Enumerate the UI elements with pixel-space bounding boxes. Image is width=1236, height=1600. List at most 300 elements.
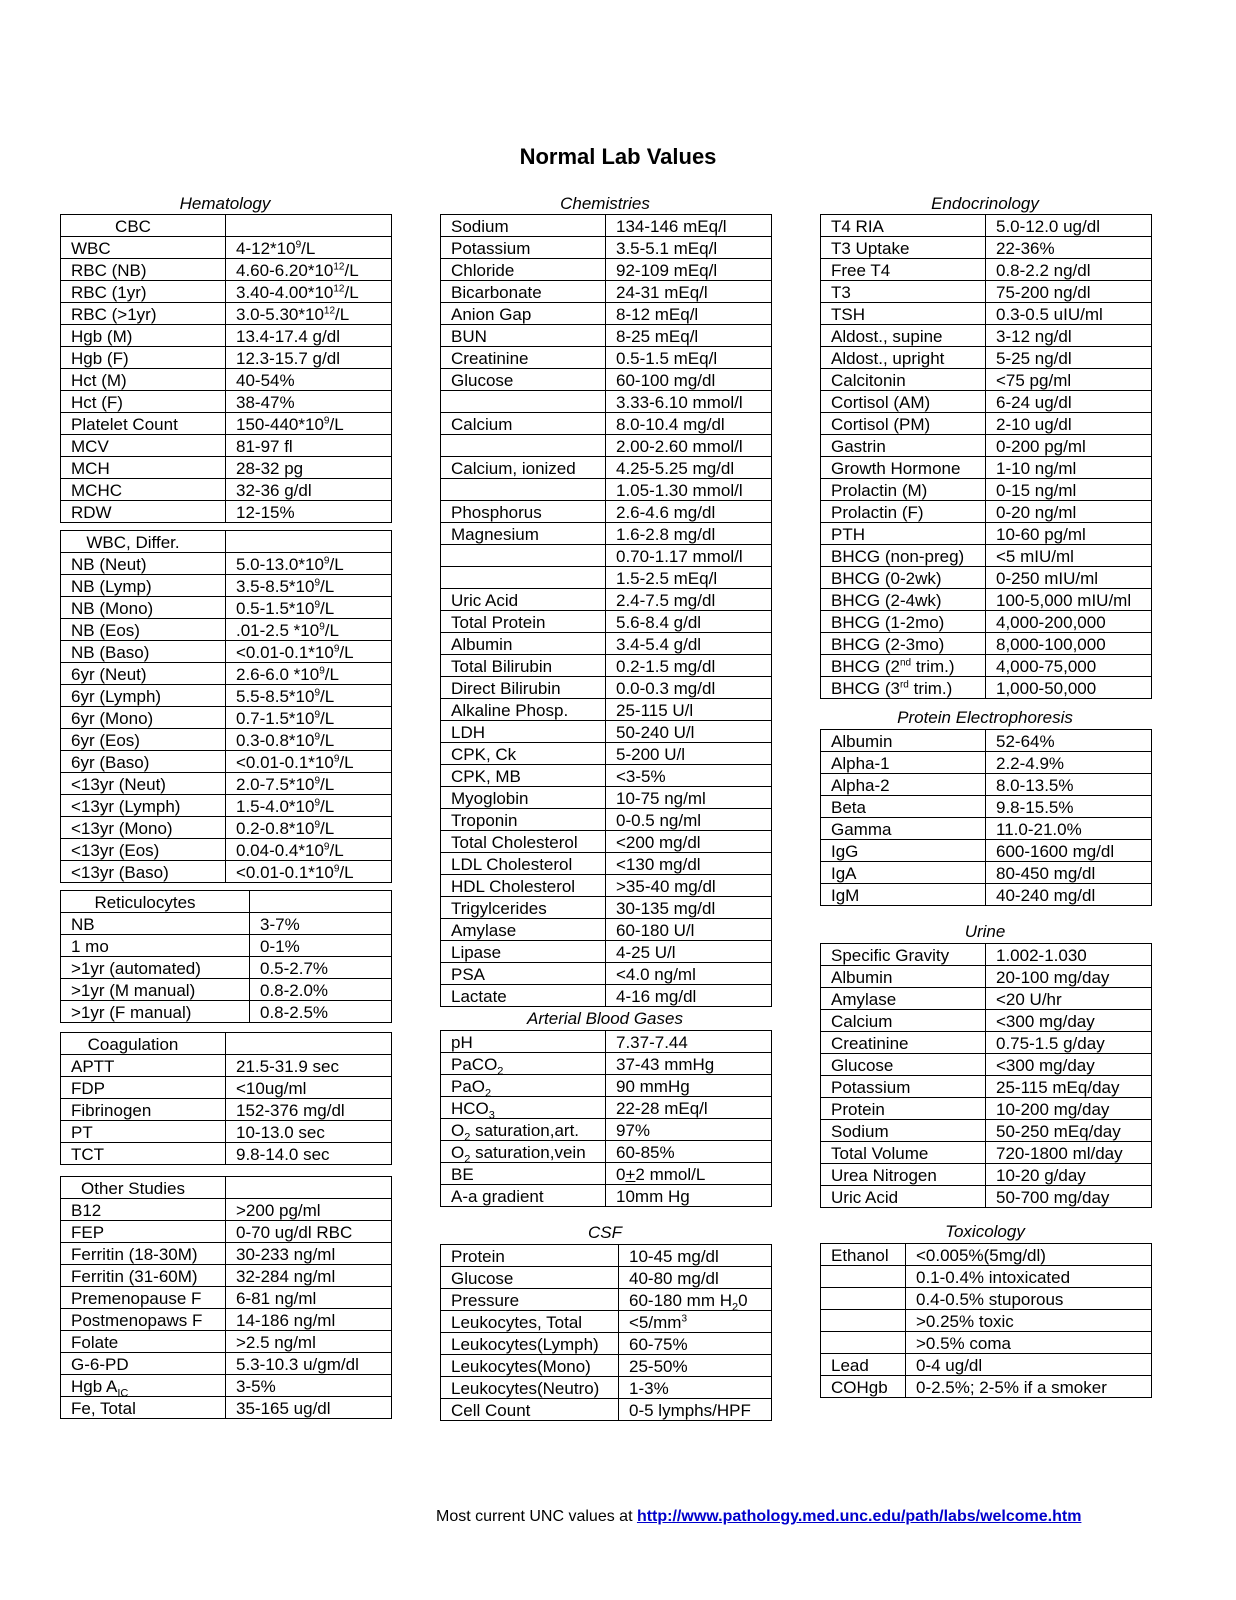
lab-name-bhcg-2nd-trim: BHCG (2nd trim.) — [821, 655, 986, 677]
lab-name-tct: TCT — [61, 1143, 226, 1165]
lab-name-glucose: Glucose — [821, 1054, 986, 1076]
table-row — [61, 479, 392, 501]
lab-value: 0+2 mmol/L — [606, 1163, 772, 1185]
table-row — [441, 589, 772, 611]
lab-name-alpha-1: Alpha-1 — [821, 752, 986, 774]
page-title: Normal Lab Values — [519, 144, 717, 169]
lab-name-hct-m: Hct (M) — [61, 369, 226, 391]
table-row — [821, 1142, 1152, 1164]
table-row — [441, 765, 772, 787]
lab-name-hct-f: Hct (F) — [61, 391, 226, 413]
lab-name-6yr-baso: 6yr (Baso) — [61, 751, 226, 773]
lab-name-leukocytes-total: Leukocytes, Total — [441, 1311, 619, 1333]
lab-name-postmenopaws-f: Postmenopaws F — [61, 1309, 226, 1331]
lab-name-13yr-lymph: <13yr (Lymph) — [61, 795, 226, 817]
lab-value: $150-440*10^9/L$ — [226, 413, 392, 435]
lab-value: 100-5,000 mIU/ml — [986, 589, 1152, 611]
lab-value: 9.8-14.0 sec — [226, 1143, 392, 1165]
lab-name-mchc: MCHC — [61, 479, 226, 501]
lab-name-leukocytes-lymph: Leukocytes(Lymph) — [441, 1333, 619, 1355]
table-header-blank — [226, 1177, 392, 1199]
lab-value: 5.0-12.0 ug/dl — [986, 215, 1152, 237]
table-row — [821, 589, 1152, 611]
table-row — [441, 1289, 772, 1311]
lab-name-blank — [821, 1310, 906, 1332]
lab-name-b12: B12 — [61, 1199, 226, 1221]
lab-name-pth: PTH — [821, 523, 986, 545]
table-row — [821, 479, 1152, 501]
other-studies-table — [60, 1176, 392, 1419]
lab-value: 50-250 mEq/day — [986, 1120, 1152, 1142]
lab-name-g-6-pd: G-6-PD — [61, 1353, 226, 1375]
table-row — [821, 1120, 1152, 1142]
lab-name-a-a-gradient: A-a gradient — [441, 1185, 606, 1207]
lab-value: 75-200 ng/dl — [986, 281, 1152, 303]
lab-value: 0-15 ng/ml — [986, 479, 1152, 501]
lab-value: 0.4-0.5% stuporous — [906, 1288, 1152, 1310]
lab-value: 60-75% — [619, 1333, 772, 1355]
lab-value: 40-80 mg/dl — [619, 1267, 772, 1289]
lab-name-o2-saturation-art: $O_2$ saturation,art. — [441, 1119, 606, 1141]
lab-name-hco3: $HCO_3$ — [441, 1097, 606, 1119]
table-row — [441, 1053, 772, 1075]
table-row — [821, 1310, 1152, 1332]
lab-name-igg: IgG — [821, 840, 986, 862]
lab-name-paco2: PaCO$_2$ — [441, 1053, 606, 1075]
lab-name-fibrinogen: Fibrinogen — [61, 1099, 226, 1121]
lab-value: 32-284 ng/ml — [226, 1265, 392, 1287]
table-row — [821, 655, 1152, 677]
lab-value: 8,000-100,000 — [986, 633, 1152, 655]
table-row — [441, 567, 772, 589]
lab-value: $<0.01-0.1*10^9/L$ — [226, 861, 392, 883]
table-row — [821, 884, 1152, 906]
table-row — [61, 957, 392, 979]
lab-value: <20 U/hr — [986, 988, 1152, 1010]
lab-name-total-cholesterol: Total Cholesterol — [441, 831, 606, 853]
lab-name-rbc-1yr: RBC (>1yr) — [61, 303, 226, 325]
lab-value: 90 mmHg — [606, 1075, 772, 1097]
lab-value: 97% — [606, 1119, 772, 1141]
lab-value: 14-186 ng/ml — [226, 1309, 392, 1331]
lab-value: 50-240 U/l — [606, 721, 772, 743]
table-header-row — [61, 1033, 392, 1055]
lab-name-protein: Protein — [441, 1245, 619, 1267]
lab-value: 37-43 mmHg — [606, 1053, 772, 1075]
table-row — [61, 1265, 392, 1287]
table-row — [441, 963, 772, 985]
table-row — [441, 281, 772, 303]
table-row — [61, 1099, 392, 1121]
protein-electrophoresis-table — [820, 729, 1152, 906]
lab-value: 1-10 ng/ml — [986, 457, 1152, 479]
lab-name-hdl-cholesterol: HDL Cholesterol — [441, 875, 606, 897]
lab-name-leukocytes-mono: Leukocytes(Mono) — [441, 1355, 619, 1377]
table-row — [61, 575, 392, 597]
footer — [436, 1508, 1081, 1526]
table-header: Other Studies — [61, 1177, 226, 1199]
lab-name-calcium: Calcium — [441, 413, 606, 435]
lab-value: 10-60 pg/ml — [986, 523, 1152, 545]
lab-name-growth-hormone: Growth Hormone — [821, 457, 986, 479]
unc-values-link[interactable]: http://www.pathology.med.unc.edu/path/labs/welcome.htm — [636, 1508, 1082, 1525]
lab-value: 8-25 mEq/l — [606, 325, 772, 347]
lab-value: 1.5-2.5 mEq/l — [606, 567, 772, 589]
lab-name-fe-total: Fe, Total — [61, 1397, 226, 1419]
lab-name-alpha-2: Alpha-2 — [821, 774, 986, 796]
lab-value: >0.25% toxic — [906, 1310, 1152, 1332]
lab-value: >2.5 ng/ml — [226, 1331, 392, 1353]
table-row — [441, 259, 772, 281]
table-row — [821, 1266, 1152, 1288]
table-row — [441, 1141, 772, 1163]
lab-value: $1.5-4.0*10^9/L$ — [226, 795, 392, 817]
lab-name-direct-bilirubin: Direct Bilirubin — [441, 677, 606, 699]
lab-value: 152-376 mg/dl — [226, 1099, 392, 1121]
lab-name-troponin: Troponin — [441, 809, 606, 831]
table-row — [441, 633, 772, 655]
table-row — [61, 553, 392, 575]
lab-name-uric-acid: Uric Acid — [441, 589, 606, 611]
lab-value: 1.05-1.30 mmol/l — [606, 479, 772, 501]
table-row — [441, 237, 772, 259]
endocrinology-title: Endocrinology — [931, 194, 1039, 213]
lab-name-sodium: Sodium — [821, 1120, 986, 1142]
lab-name-total-protein: Total Protein — [441, 611, 606, 633]
lab-name-creatinine: Creatinine — [441, 347, 606, 369]
table-header-row — [61, 1177, 392, 1199]
table-row — [821, 369, 1152, 391]
lab-value: 134-146 mEq/l — [606, 215, 772, 237]
lab-name-rdw: RDW — [61, 501, 226, 523]
lab-value: $3.40-4.00*10^{12}/L$ — [226, 281, 392, 303]
table-row — [61, 1331, 392, 1353]
table-row — [441, 1333, 772, 1355]
table-row — [441, 1185, 772, 1207]
lab-name-amylase: Amylase — [821, 988, 986, 1010]
lab-name-prolactin-m: Prolactin (M) — [821, 479, 986, 501]
table-row — [61, 369, 392, 391]
lab-value: 20-100 mg/day — [986, 966, 1152, 988]
lab-value: $<5/mm^3$ — [619, 1311, 772, 1333]
lab-name-6yr-mono: 6yr (Mono) — [61, 707, 226, 729]
lab-value: $0.3-0.8*10^9/L$ — [226, 729, 392, 751]
table-row — [61, 1243, 392, 1265]
table-row — [441, 743, 772, 765]
table-row — [61, 303, 392, 325]
lab-value: $3.5-8.5*10^9/L$ — [226, 575, 392, 597]
lab-name-nb-neut: NB (Neut) — [61, 553, 226, 575]
lab-name-calcium: Calcium — [821, 1010, 986, 1032]
lab-name-blank — [441, 567, 606, 589]
lab-name-chloride: Chloride — [441, 259, 606, 281]
lab-value: <5 mIU/ml — [986, 545, 1152, 567]
lab-name-folate: Folate — [61, 1331, 226, 1353]
chemistries-title: Chemistries — [560, 194, 650, 213]
table-row — [441, 853, 772, 875]
lab-value: 1,000-50,000 — [986, 677, 1152, 699]
table-row — [441, 897, 772, 919]
lab-value: 2.4-7.5 mg/dl — [606, 589, 772, 611]
lab-name-urea-nitrogen: Urea Nitrogen — [821, 1164, 986, 1186]
lab-name-13yr-neut: <13yr (Neut) — [61, 773, 226, 795]
lab-name-free-t4: Free T4 — [821, 259, 986, 281]
table-row — [441, 435, 772, 457]
lab-value: 0.1-0.4% intoxicated — [906, 1266, 1152, 1288]
lab-value: 32-36 g/dl — [226, 479, 392, 501]
lab-value: 22-28 mEq/l — [606, 1097, 772, 1119]
lab-value: 22-36% — [986, 237, 1152, 259]
table-header-blank — [226, 215, 392, 237]
lab-value: 6-24 ug/dl — [986, 391, 1152, 413]
table-row — [821, 215, 1152, 237]
lab-name-phosphorus: Phosphorus — [441, 501, 606, 523]
lab-value: 3-5% — [226, 1375, 392, 1397]
lab-value: 0-70 ug/dl RBC — [226, 1221, 392, 1243]
table-row — [441, 457, 772, 479]
table-header-blank — [226, 1033, 392, 1055]
table-row — [441, 699, 772, 721]
table-row — [61, 817, 392, 839]
lab-value: 60-100 mg/dl — [606, 369, 772, 391]
chemistries-table — [440, 214, 772, 1007]
csf-title: CSF — [588, 1223, 622, 1242]
lab-name-hgb-f: Hgb (F) — [61, 347, 226, 369]
table-row — [821, 1186, 1152, 1208]
table-row — [61, 861, 392, 883]
table-header-blank — [226, 531, 392, 553]
table-row — [61, 237, 392, 259]
lab-value: 9.8-15.5% — [986, 796, 1152, 818]
lab-value: 25-115 U/l — [606, 699, 772, 721]
lab-value: 2.2-4.9% — [986, 752, 1152, 774]
lab-name-bhcg-3rd-trim: BHCG (3rd trim.) — [821, 677, 986, 699]
lab-name-lactate: Lactate — [441, 985, 606, 1007]
table-row — [821, 281, 1152, 303]
table-row — [61, 1001, 392, 1023]
table-row — [61, 751, 392, 773]
lab-value: 0.0-0.3 mg/dl — [606, 677, 772, 699]
table-row — [441, 1245, 772, 1267]
lab-value: $0.5-1.5*10^9/L$ — [226, 597, 392, 619]
lab-name-lead: Lead — [821, 1354, 906, 1376]
table-row — [821, 325, 1152, 347]
table-row — [441, 369, 772, 391]
lab-name-mcv: MCV — [61, 435, 226, 457]
lab-name-calcitonin: Calcitonin — [821, 369, 986, 391]
lab-name-nb-eos: NB (Eos) — [61, 619, 226, 641]
lab-value: 28-32 pg — [226, 457, 392, 479]
lab-name-t3-uptake: T3 Uptake — [821, 237, 986, 259]
lab-name-premenopause-f: Premenopause F — [61, 1287, 226, 1309]
lab-value: 720-1800 ml/day — [986, 1142, 1152, 1164]
table-row — [61, 1375, 392, 1397]
table-row — [61, 707, 392, 729]
lab-name-blank — [821, 1288, 906, 1310]
lab-value: $0.04-0.4*10^9/L$ — [226, 839, 392, 861]
lab-name-1-mo: 1 mo — [61, 935, 250, 957]
table-header-row — [61, 215, 392, 237]
lab-name-13yr-eos: <13yr (Eos) — [61, 839, 226, 861]
lab-value: 92-109 mEq/l — [606, 259, 772, 281]
table-row — [821, 1098, 1152, 1120]
lab-value: 30-233 ng/ml — [226, 1243, 392, 1265]
lab-name-cpk-ck: CPK, Ck — [441, 743, 606, 765]
table-row — [61, 1287, 392, 1309]
table-row — [441, 347, 772, 369]
table-row — [821, 1010, 1152, 1032]
table-row — [821, 730, 1152, 752]
table-row — [441, 985, 772, 1007]
lab-value: 0-0.5 ng/ml — [606, 809, 772, 831]
lab-value: 10-13.0 sec — [226, 1121, 392, 1143]
lab-name-bhcg-non-preg: BHCG (non-preg) — [821, 545, 986, 567]
lab-value: 10-75 ng/ml — [606, 787, 772, 809]
lab-name-bhcg-2-4wk: BHCG (2-4wk) — [821, 589, 986, 611]
table-row — [821, 567, 1152, 589]
table-row — [441, 721, 772, 743]
table-row — [441, 1031, 772, 1053]
lab-value: 1-3% — [619, 1377, 772, 1399]
lab-name-1yr-automated: >1yr (automated) — [61, 957, 250, 979]
lab-name-nb-baso: NB (Baso) — [61, 641, 226, 663]
lab-name-blank — [441, 479, 606, 501]
lab-name-o2-saturation-vein: $O_2$ saturation,vein — [441, 1141, 606, 1163]
lab-name-bhcg-0-2wk: BHCG (0-2wk) — [821, 567, 986, 589]
lab-value: <10ug/ml — [226, 1077, 392, 1099]
table-row — [441, 941, 772, 963]
table-row — [441, 1311, 772, 1333]
lab-name-uric-acid: Uric Acid — [821, 1186, 986, 1208]
table-row — [821, 523, 1152, 545]
lab-value: 12.3-15.7 g/dl — [226, 347, 392, 369]
table-row — [441, 523, 772, 545]
lab-name-protein: Protein — [821, 1098, 986, 1120]
table-row — [441, 413, 772, 435]
lab-name-pao2: PaO$_2$ — [441, 1075, 606, 1097]
lab-value: 11.0-21.0% — [986, 818, 1152, 840]
lab-value: 0.8-2.5% — [250, 1001, 392, 1023]
lab-value: 24-31 mEq/l — [606, 281, 772, 303]
lab-name-ferritin-18-30m: Ferritin (18-30M) — [61, 1243, 226, 1265]
lab-name-albumin: Albumin — [441, 633, 606, 655]
table-row — [61, 773, 392, 795]
table-row — [61, 913, 392, 935]
endocrinology-table — [820, 214, 1152, 699]
table-row — [441, 831, 772, 853]
lab-value: 50-700 mg/day — [986, 1186, 1152, 1208]
table-row — [441, 875, 772, 897]
lab-value: 4-16 mg/dl — [606, 985, 772, 1007]
lab-value: 0-5 lymphs/HPF — [619, 1399, 772, 1421]
lab-value: 8.0-10.4 mg/dl — [606, 413, 772, 435]
abg-title: Arterial Blood Gases — [527, 1009, 683, 1028]
footer-text: Most current UNC values at — [436, 1508, 637, 1525]
lab-name-t3: T3 — [821, 281, 986, 303]
lab-value: $4.60-6.20*10^{12}/L$ — [226, 259, 392, 281]
table-header-row — [61, 891, 392, 913]
lab-name-pt: PT — [61, 1121, 226, 1143]
lab-value: 0.75-1.5 g/day — [986, 1032, 1152, 1054]
lab-name-bhcg-1-2mo: BHCG (1-2mo) — [821, 611, 986, 633]
table-row — [61, 413, 392, 435]
lab-name-13yr-baso: <13yr (Baso) — [61, 861, 226, 883]
table-row — [821, 391, 1152, 413]
lab-name-lipase: Lipase — [441, 941, 606, 963]
table-row — [821, 862, 1152, 884]
reticulocytes-table — [60, 890, 392, 1023]
lab-name-bun: BUN — [441, 325, 606, 347]
table-row — [821, 774, 1152, 796]
table-row — [61, 839, 392, 861]
lab-name-beta: Beta — [821, 796, 986, 818]
lab-name-6yr-eos: 6yr (Eos) — [61, 729, 226, 751]
lab-name-iga: IgA — [821, 862, 986, 884]
table-row — [61, 1077, 392, 1099]
table-row — [821, 457, 1152, 479]
toxicology-table — [820, 1243, 1152, 1398]
lab-name-blank — [821, 1266, 906, 1288]
table-row — [61, 457, 392, 479]
lab-value: 52-64% — [986, 730, 1152, 752]
table-row — [821, 944, 1152, 966]
lab-value: 3.5-5.1 mEq/l — [606, 237, 772, 259]
table-row — [821, 501, 1152, 523]
table-row — [441, 611, 772, 633]
table-row — [61, 979, 392, 1001]
lab-name-aptt: APTT — [61, 1055, 226, 1077]
table-row — [61, 1309, 392, 1331]
lab-value: 5.6-8.4 g/dl — [606, 611, 772, 633]
lab-value: 0-250 mIU/ml — [986, 567, 1152, 589]
lab-name-trigylcerides: Trigylcerides — [441, 897, 606, 919]
lab-name-mch: MCH — [61, 457, 226, 479]
lab-value: 0.8-2.0% — [250, 979, 392, 1001]
table-header: Reticulocytes — [61, 891, 250, 913]
table-row — [61, 663, 392, 685]
lab-value: 60-180 mm $H_20$ — [619, 1289, 772, 1311]
table-row — [821, 796, 1152, 818]
lab-value: 0-20 ng/ml — [986, 501, 1152, 523]
table-row — [821, 1288, 1152, 1310]
lab-value: 8-12 mEq/l — [606, 303, 772, 325]
lab-name-fep: FEP — [61, 1221, 226, 1243]
lab-value: 13.4-17.4 g/dl — [226, 325, 392, 347]
lab-name-platelet-count: Platelet Count — [61, 413, 226, 435]
lab-name-magnesium: Magnesium — [441, 523, 606, 545]
lab-value: 40-240 mg/dl — [986, 884, 1152, 906]
lab-name-be: BE — [441, 1163, 606, 1185]
lab-value: 0.70-1.17 mmol/l — [606, 545, 772, 567]
lab-name-ferritin-31-60m: Ferritin (31-60M) — [61, 1265, 226, 1287]
lab-name-hgb-aic: Hgb $A_{IC}$ — [61, 1375, 226, 1397]
lab-value: <4.0 ng/ml — [606, 963, 772, 985]
lab-name-bicarbonate: Bicarbonate — [441, 281, 606, 303]
table-row — [441, 919, 772, 941]
lab-value: 8.0-13.5% — [986, 774, 1152, 796]
table-row — [61, 1397, 392, 1419]
lab-name-gastrin: Gastrin — [821, 435, 986, 457]
table-row — [821, 237, 1152, 259]
lab-value: <200 mg/dl — [606, 831, 772, 853]
protein-electrophoresis-title: Protein Electrophoresis — [897, 708, 1073, 727]
table-row — [61, 501, 392, 523]
lab-value: <300 mg/day — [986, 1010, 1152, 1032]
wbc-differential-table — [60, 530, 392, 883]
lab-name-tsh: TSH — [821, 303, 986, 325]
lab-value: 5.3-10.3 u/gm/dl — [226, 1353, 392, 1375]
lab-name-total-bilirubin: Total Bilirubin — [441, 655, 606, 677]
